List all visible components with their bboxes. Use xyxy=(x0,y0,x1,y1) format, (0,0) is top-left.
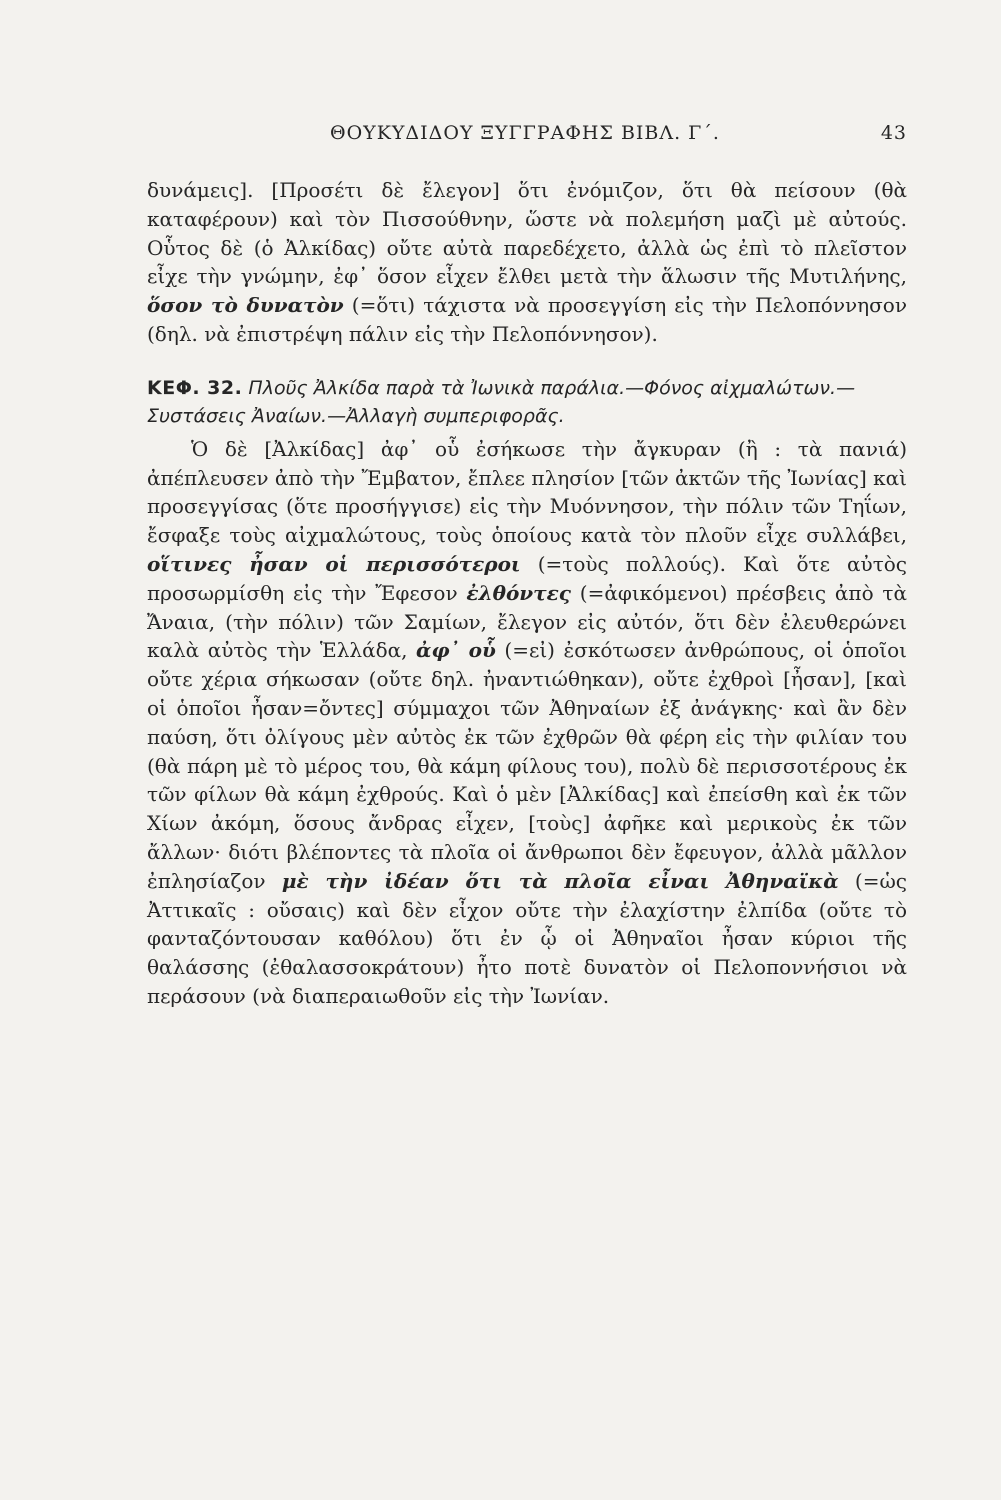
emphasized-phrase: μὲ τὴν ἰδέαν ὅτι τὰ πλοῖα εἶναι Ἀθηναϊκὰ xyxy=(281,868,839,893)
running-title: ΘΟΥΚΥΔΙΔΟΥ ΞΥΓΓΡΑΦΗΣ ΒΙΒΛ. Γ΄. xyxy=(330,122,720,144)
text-run: (=ὡς Ἀττικαῖς : οὔσαις) καὶ δὲν εἶχον οὔτε τὴν ἐλαχίστην ἐλπίδα (οὔτε τὸ φανταζόντουσαν καθόλου) ὅτι ἐν ᾧ οἱ Ἀθηναῖοι ἦσαν κύριοι τῆς θαλάσσης (ἐθαλασσοκράτουν) ἦτο ποτὲ δυνατὸν οἱ Πελοποννήσιοι νὰ περάσουν (νὰ διαπεραιωθοῦν εἰς τὴν Ἰωνίαν. xyxy=(147,868,907,1008)
text-run: (=εἰ) ἐσκότωσεν ἀνθρώπους, οἱ ὁποῖοι οὔτε χέρια σήκωσαν (οὔτε δηλ. ἠναντιώθηκαν), οὔτε ἐχθροὶ [ἦσαν], [καὶ οἱ ὁποῖοι ἦσαν=ὄντες] σύμμαχοι τῶν Ἀθηναίων ἐξ ἀνάγκης· καὶ ἂν δὲν παύση, ὅτι ὀλίγους μὲν αὐτὸς ἐκ τῶν ἐχθρῶν θὰ φέρη εἰς τὴν φιλίαν του (θὰ πάρη μὲ τὸ μέρος του, θὰ κάμη φίλους του), πολὺ δὲ περισσοτέρους ἐκ τῶν φίλων θὰ κάμη ἐχθρούς. Καὶ ὁ μὲν [Ἀλκίδας] καὶ ἐπείσθη καὶ ἐκ τῶν Χίων ἀκόμη, ὅσους ἄνδρας εἶχεν, [τοὺς] ἀφῆκε καὶ μερικοὺς ἐκ τῶν ἄλλων· διότι βλέποντες τὰ πλοῖα οἱ ἄνθρωποι δὲν ἔφευγον, ἀλλὰ μᾶλλον ἐπλησίαζον xyxy=(147,638,908,893)
chapter-heading xyxy=(147,374,907,430)
chapter-label: ΚΕΦ. 32. xyxy=(147,376,243,399)
body-text xyxy=(147,176,907,1011)
emphasized-phrase: ἀφ᾽ οὗ xyxy=(416,638,496,663)
emphasized-phrase: οἵτινες ἦσαν οἱ περισσότεροι xyxy=(147,551,521,576)
text-run: (=ἀφικόμενοι) πρέσβεις ἀπὸ τὰ Ἄναια, (τὴν πόλιν) τῶν Σαμίων, ἔλεγον εἰς αὐτόν, ὅτι δὲν ἐλευθερώνει καλὰ αὐτὸς τὴν Ἑλλάδα, xyxy=(147,580,907,663)
paragraph-main xyxy=(147,435,907,1011)
page-number: 43 xyxy=(880,122,907,144)
text-run: (=τοὺς πολλούς). Καὶ ὅτε αὐτὸς προσωρμίσθη εἰς τὴν Ἔφεσον xyxy=(147,551,908,605)
running-header xyxy=(147,122,907,152)
text-run: δυνάμεις]. [Προσέτι δὲ ἔλεγον] ὅτι ἐνόμιζον, ὅτι θὰ πείσουν (θὰ καταφέρουν) καὶ τὸν Πισσούθνην, ὥστε νὰ πολεμήση μαζὶ μὲ αὐτούς. Οὗτος δὲ (ὁ Ἀλκίδας) οὔτε αὐτὰ παρεδέχετο, ἀλλὰ ὡς ἐπὶ τὸ πλεῖστον εἶχε τὴν γνώμην, ἐφ᾽ ὅσον εἶχεν ἔλθει μετὰ τὴν ἅλωσιν τῆς Μυτιλήνης, xyxy=(147,178,907,289)
text-run: Ὁ δὲ [Ἀλκίδας] ἀφ᾽ οὗ ἐσήκωσε τὴν ἄγκυραν (ἢ : τὰ πανιά) ἀπέπλευσεν ἀπὸ τὴν Ἔμβατον, ἔπλεε πλησίον [τῶν ἀκτῶν τῆς Ἰωνίας] καὶ προσεγγίσας (ὅτε προσήγγισε) εἰς τὴν Μυόννησον, τὴν πόλιν τῶν Τηΐων, ἔσφαξε τοὺς αἰχμαλώτους, τοὺς ὁποίους κατὰ τὸν πλοῦν εἶχε συλλάβει, xyxy=(147,436,907,548)
paragraph-continued xyxy=(147,176,907,349)
chapter-summary: Πλοῦς Ἀλκίδα παρὰ τὰ Ἰωνικὰ παράλια.—Φόνος αἰχμαλώτων.—Συστάσεις Ἀναίων.—Ἀλλαγὴ συμπεριφορᾶς. xyxy=(147,376,856,427)
emphasized-phrase: ὅσον τὸ δυνατὸν xyxy=(147,293,344,318)
text-run: (=ὅτι) τάχιστα νὰ προσεγγίση εἰς τὴν Πελοπόννησον (δηλ. νὰ ἐπιστρέψη πάλιν εἰς τὴν Πελοπόννησον). xyxy=(147,293,907,346)
emphasized-phrase: ἐλθόντες xyxy=(466,580,571,605)
